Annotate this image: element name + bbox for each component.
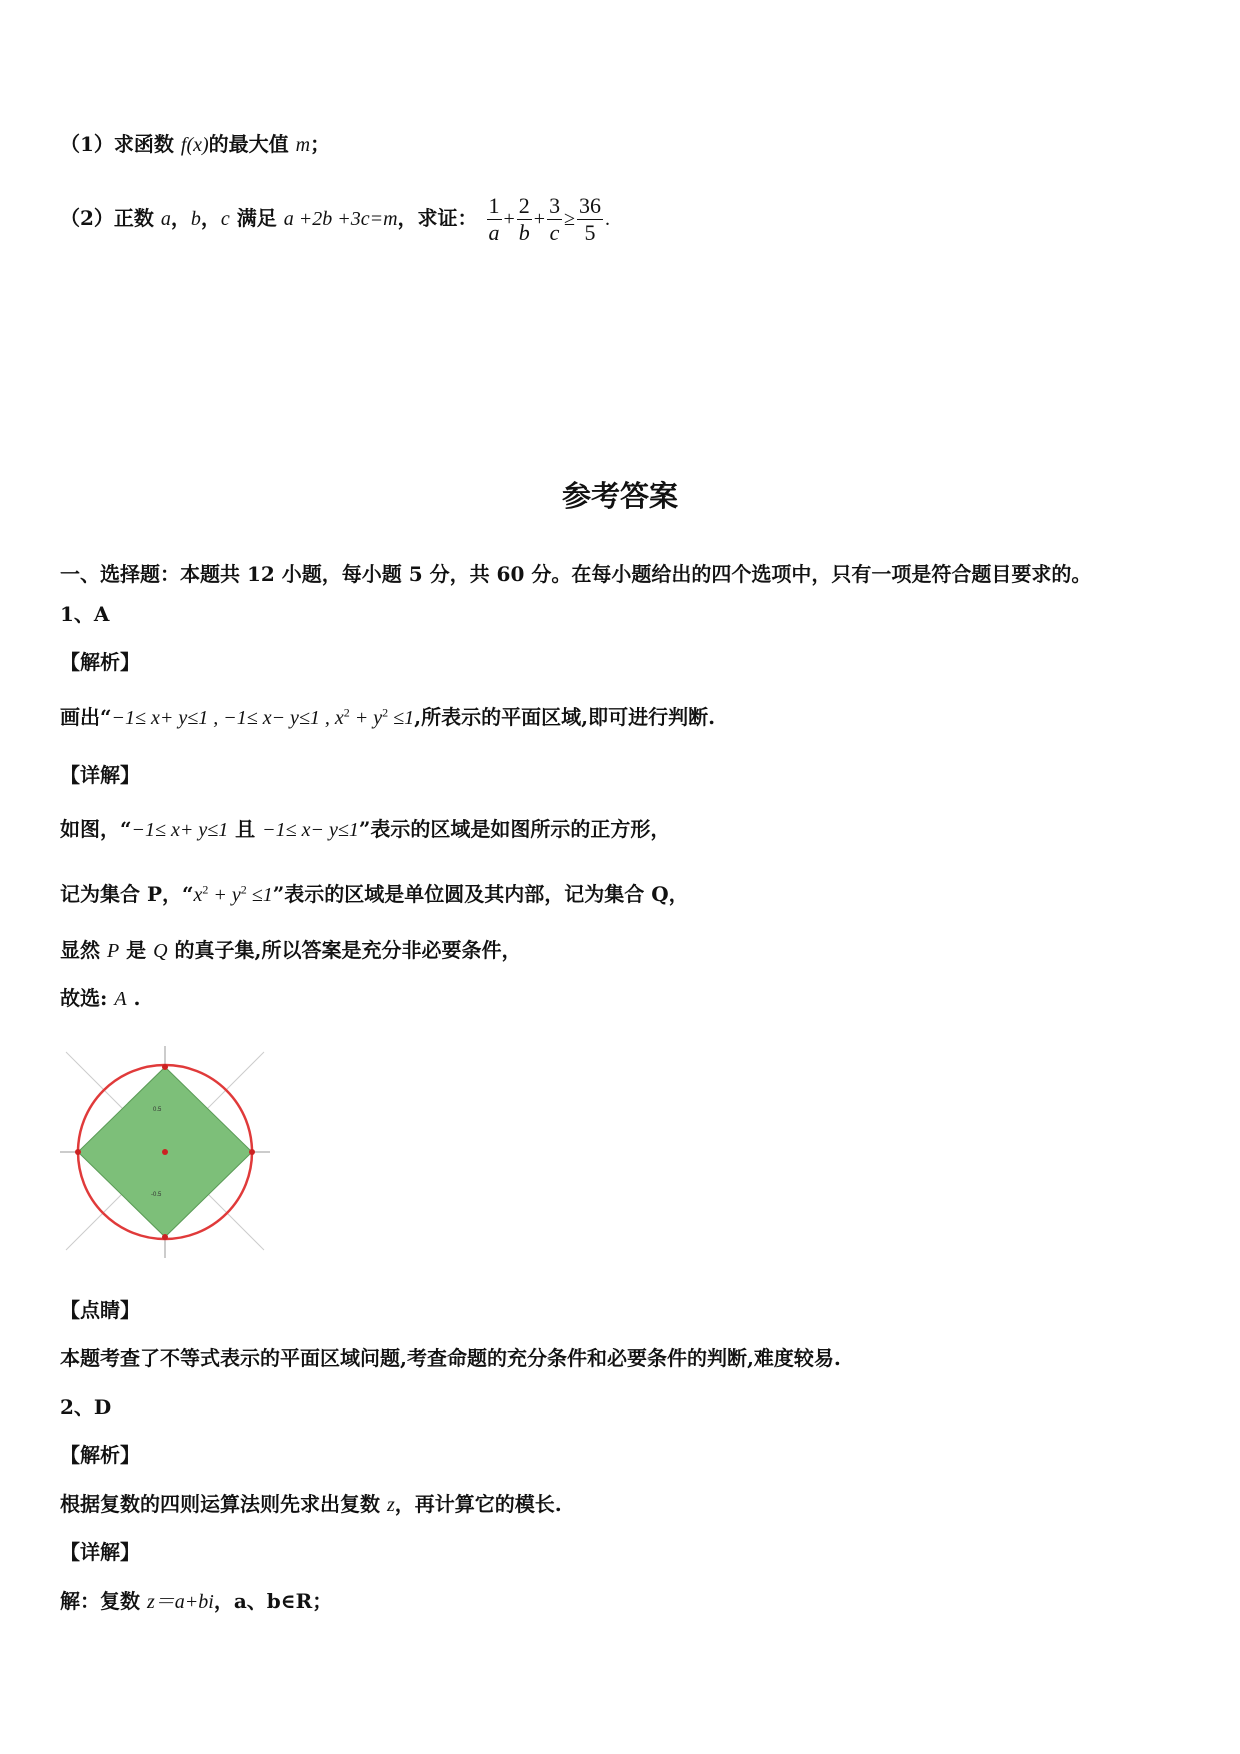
answer-1-xiangjie-tag: 【详解】 (60, 763, 140, 787)
answer-2-xiangjie-tag: 【详解】 (60, 1540, 140, 1564)
answer-1-detail-line-3: 显然 P 是 Q 的真子集,所以答案是充分非必要条件， (60, 938, 522, 962)
region-figure (58, 1044, 272, 1260)
fraction-1-over-a: $\frac{1}{a}$ (488, 193, 500, 245)
answer-1-detail-line-2: 记为集合 P，“$x^2 + y^2 \le 1$”表示的区域是单位圆及其内部，记为集合 Q， (60, 882, 689, 906)
answer-heading: 参考答案 (561, 479, 678, 513)
answer-2-jiexi: 根据复数的四则运算法则先求出复数 z，再计算它的模长. (60, 1492, 562, 1516)
fraction-2-over-b: $\frac{2}{b}$ (518, 193, 530, 245)
answer-1-jiexi-tag: 【解析】 (60, 650, 140, 674)
answer-2-jiexi-tag: 【解析】 (60, 1443, 140, 1467)
tick-label-top: 0.5 (153, 1107, 162, 1113)
answer-2-label: 2、D (60, 1395, 112, 1419)
tick-label-bottom: -0.5 (151, 1192, 162, 1198)
answer-1-label: 1、A (60, 602, 110, 626)
fraction-36-over-5: $\frac{36}{5}$ (579, 193, 602, 245)
answer-1-choice: 故选: A . (60, 986, 141, 1010)
section-title: 一、选择题：本题共 12 小题，每小题 5 分，共 60 分。在每小题给出的四个选项中，只有一项是符合题目要求的。 (60, 562, 1092, 586)
answer-1-dianjing-tag: 【点睛】 (60, 1298, 140, 1322)
question-part-2: （2）正数 a，b，c 满足 a +2b +3c=m，求证： $\frac{1}{a}$ + $\frac{2}{b}$ + $\frac{3}{c}$ ≥ $\frac{36}{5}$ . (60, 193, 611, 245)
answer-1-detail-line-1: 如图，“−1≤ x+ y≤1 且 −1≤ x− y≤1”表示的区域是如图所示的正方形， (60, 817, 671, 841)
answer-1-jiexi: 画出“−1≤ x+ y≤1 , −1≤ x− y≤1 , $x^2 + y^2 \le 1$,所表示的平面区域,即可进行判断. (60, 705, 716, 729)
question-part-1: （1）求函数 f(x)的最大值 m； (60, 132, 331, 156)
answer-1-dianjing: 本题考查了不等式表示的平面区域问题,考查命题的充分条件和必要条件的判断,难度较易. (60, 1346, 841, 1370)
answer-2-detail-line-1: 解：复数 z＝a+bi，a、b∈R； (60, 1589, 333, 1613)
fraction-3-over-c: $\frac{3}{c}$ (549, 193, 561, 245)
